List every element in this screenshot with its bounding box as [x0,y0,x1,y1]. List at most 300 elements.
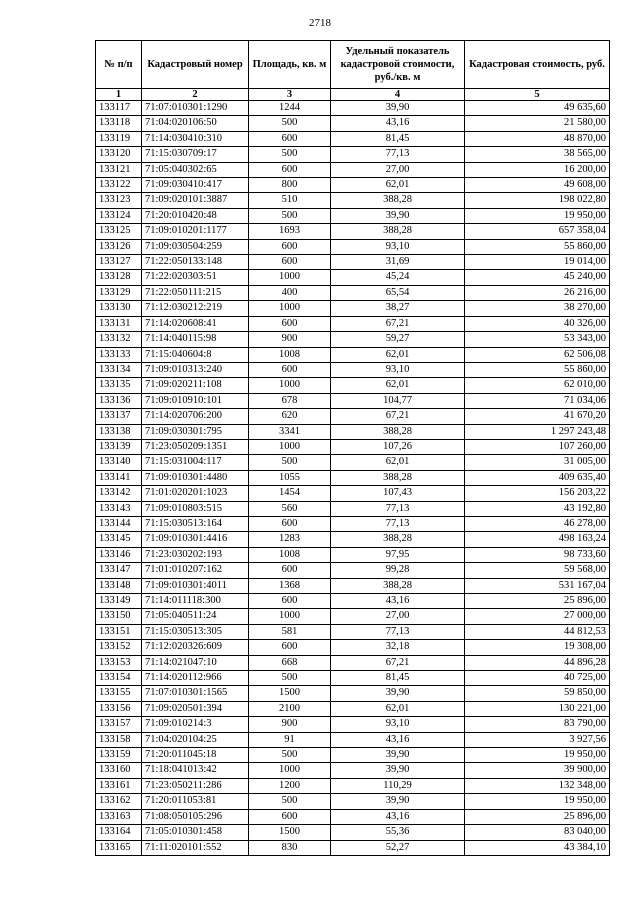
table-row [96,532,610,547]
cadastral-cost: 59 568,00 [465,563,610,578]
cadastral-number: 71:22:020303:51 [142,270,249,285]
cadastral-cost: 107 260,00 [465,439,610,454]
cadastral-cost: 130 221,00 [465,701,610,716]
table-row [96,270,610,285]
area-value: 668 [249,655,331,670]
table-row [96,316,610,331]
table-row [96,778,610,793]
row-index: 133122 [96,178,142,193]
area-value: 900 [249,332,331,347]
row-index: 133138 [96,424,142,439]
cadastral-number: 71:22:050133:148 [142,255,249,270]
cadastral-number: 71:14:011118:300 [142,594,249,609]
cadastral-cost: 71 034,06 [465,393,610,408]
cadastral-number: 71:09:010301:4011 [142,578,249,593]
cadastral-number: 71:09:030301:795 [142,424,249,439]
area-value: 1454 [249,486,331,501]
unit-value: 388,28 [331,193,465,208]
unit-value: 62,01 [331,378,465,393]
cadastral-cost: 657 358,04 [465,224,610,239]
area-value: 600 [249,594,331,609]
row-index: 133160 [96,763,142,778]
table-row [96,409,610,424]
row-index: 133164 [96,825,142,840]
row-index: 133159 [96,748,142,763]
table-row [96,393,610,408]
area-value: 600 [249,239,331,254]
row-index: 133146 [96,547,142,562]
row-index: 133149 [96,594,142,609]
unit-value: 388,28 [331,532,465,547]
area-value: 500 [249,455,331,470]
unit-value: 65,54 [331,285,465,300]
cadastral-cost: 62 506,08 [465,347,610,362]
row-index: 133143 [96,501,142,516]
unit-value: 67,21 [331,409,465,424]
row-index: 133118 [96,116,142,131]
unit-value: 45,24 [331,270,465,285]
table-row [96,825,610,840]
row-index: 133134 [96,362,142,377]
cadastral-cost: 53 343,00 [465,332,610,347]
row-index: 133141 [96,470,142,485]
area-value: 830 [249,840,331,855]
cadastral-number: 71:09:030504:259 [142,239,249,254]
cadastral-number: 71:14:030410:310 [142,131,249,146]
unit-value: 107,43 [331,486,465,501]
unit-value: 81,45 [331,131,465,146]
table-row [96,578,610,593]
table-row [96,285,610,300]
cadastral-cost: 531 167,04 [465,578,610,593]
cadastral-cost: 45 240,00 [465,270,610,285]
unit-value: 107,26 [331,439,465,454]
column-number: 2 [142,89,249,101]
table-row [96,347,610,362]
cadastral-number: 71:12:030212:219 [142,301,249,316]
unit-value: 77,13 [331,501,465,516]
cadastral-number: 71:14:020706:200 [142,409,249,424]
cadastral-cost: 39 900,00 [465,763,610,778]
unit-value: 93,10 [331,239,465,254]
area-value: 1000 [249,270,331,285]
area-value: 600 [249,640,331,655]
area-value: 620 [249,409,331,424]
row-index: 133156 [96,701,142,716]
area-value: 1008 [249,547,331,562]
table-row [96,255,610,270]
cadastral-cost: 25 896,00 [465,809,610,824]
cadastral-cost: 19 950,00 [465,794,610,809]
cadastral-cost: 46 278,00 [465,516,610,531]
area-value: 510 [249,193,331,208]
page-number: 2718 [309,17,331,29]
cadastral-cost: 49 608,00 [465,178,610,193]
cadastral-cost: 409 635,40 [465,470,610,485]
cadastral-number: 71:09:010214:3 [142,717,249,732]
unit-value: 388,28 [331,424,465,439]
table-row [96,162,610,177]
cadastral-cost: 98 733,60 [465,547,610,562]
unit-value: 55,36 [331,825,465,840]
cadastral-number: 71:20:011053:81 [142,794,249,809]
table-row [96,594,610,609]
table-row [96,455,610,470]
table-row [96,116,610,131]
unit-value: 77,13 [331,147,465,162]
cadastral-cost: 19 950,00 [465,208,610,223]
cadastral-cost: 16 200,00 [465,162,610,177]
row-index: 133137 [96,409,142,424]
cadastral-number: 71:14:020608:41 [142,316,249,331]
table-row [96,101,610,116]
cadastral-number: 71:18:041013:42 [142,763,249,778]
unit-value: 31,69 [331,255,465,270]
table-row [96,362,610,377]
row-index: 133147 [96,563,142,578]
header-cadastral-cost: Кадастровая стоимость, руб. [465,41,610,89]
cadastral-cost: 25 896,00 [465,594,610,609]
area-value: 91 [249,732,331,747]
row-index: 133131 [96,316,142,331]
row-index: 133148 [96,578,142,593]
area-value: 600 [249,255,331,270]
cadastral-cost: 38 565,00 [465,147,610,162]
table-row [96,717,610,732]
cadastral-cost: 62 010,00 [465,378,610,393]
unit-value: 62,01 [331,178,465,193]
cadastral-cost: 198 022,80 [465,193,610,208]
cadastral-number: 71:23:050211:286 [142,778,249,793]
cadastral-number: 71:08:050105:296 [142,809,249,824]
cadastral-number: 71:15:030513:305 [142,624,249,639]
cadastral-cost: 19 308,00 [465,640,610,655]
table-row [96,208,610,223]
cadastral-number: 71:09:010301:4480 [142,470,249,485]
cadastral-number: 71:23:030202:193 [142,547,249,562]
table-row [96,640,610,655]
cadastral-number: 71:15:031004:117 [142,455,249,470]
cadastral-cost: 40 326,00 [465,316,610,331]
cadastral-number: 71:15:030709:17 [142,147,249,162]
cadastral-cost: 55 860,00 [465,239,610,254]
table-row [96,239,610,254]
table-row [96,794,610,809]
cadastral-cost: 55 860,00 [465,362,610,377]
table-row [96,193,610,208]
row-index: 133145 [96,532,142,547]
cadastral-cost: 3 927,56 [465,732,610,747]
unit-value: 39,90 [331,208,465,223]
area-value: 800 [249,178,331,193]
row-index: 133121 [96,162,142,177]
table-row [96,378,610,393]
table-row [96,516,610,531]
cadastral-number: 71:07:010301:1290 [142,101,249,116]
unit-value: 62,01 [331,455,465,470]
table-row [96,501,610,516]
cadastral-cost: 83 790,00 [465,717,610,732]
row-index: 133120 [96,147,142,162]
row-index: 133157 [96,717,142,732]
table-row [96,809,610,824]
cadastral-number: 71:01:010207:162 [142,563,249,578]
cadastral-cost: 21 580,00 [465,116,610,131]
column-number: 4 [331,89,465,101]
row-index: 133139 [96,439,142,454]
area-value: 1008 [249,347,331,362]
area-value: 1368 [249,578,331,593]
cadastral-cost: 83 040,00 [465,825,610,840]
area-value: 600 [249,316,331,331]
area-value: 1000 [249,301,331,316]
cadastral-cost: 43 384,10 [465,840,610,855]
table-row [96,424,610,439]
unit-value: 43,16 [331,809,465,824]
row-index: 133161 [96,778,142,793]
cadastral-number: 71:09:010201:1177 [142,224,249,239]
column-number-row [96,89,610,101]
area-value: 1000 [249,439,331,454]
unit-value: 52,27 [331,840,465,855]
cadastral-number: 71:09:020501:394 [142,701,249,716]
cadastral-number: 71:09:030410:417 [142,178,249,193]
row-index: 133126 [96,239,142,254]
unit-value: 388,28 [331,578,465,593]
unit-value: 93,10 [331,362,465,377]
header-cadastral-number: Кадастровый номер [142,41,249,89]
table-row [96,147,610,162]
cadastral-number: 71:09:020101:3887 [142,193,249,208]
area-value: 500 [249,794,331,809]
unit-value: 43,16 [331,594,465,609]
row-index: 133142 [96,486,142,501]
area-value: 500 [249,116,331,131]
table-body [96,101,610,856]
row-index: 133132 [96,332,142,347]
cadastral-number: 71:14:040115:98 [142,332,249,347]
table-row [96,486,610,501]
table-row [96,624,610,639]
area-value: 2100 [249,701,331,716]
area-value: 600 [249,516,331,531]
cadastral-cost: 44 812,53 [465,624,610,639]
cadastral-table [95,40,610,856]
area-value: 500 [249,671,331,686]
cadastral-cost: 498 163,24 [465,532,610,547]
unit-value: 110,29 [331,778,465,793]
table-row [96,301,610,316]
unit-value: 77,13 [331,516,465,531]
area-value: 600 [249,809,331,824]
table-row [96,671,610,686]
area-value: 1500 [249,686,331,701]
unit-value: 27,00 [331,609,465,624]
unit-value: 97,95 [331,547,465,562]
cadastral-number: 71:05:010301:458 [142,825,249,840]
unit-value: 38,27 [331,301,465,316]
cadastral-number: 71:05:040302:65 [142,162,249,177]
row-index: 133119 [96,131,142,146]
area-value: 1000 [249,378,331,393]
cadastral-cost: 19 950,00 [465,748,610,763]
row-index: 133136 [96,393,142,408]
cadastral-number: 71:01:020201:1023 [142,486,249,501]
row-index: 133117 [96,101,142,116]
cadastral-number: 71:15:030513:164 [142,516,249,531]
area-value: 500 [249,748,331,763]
cadastral-number: 71:09:020211:108 [142,378,249,393]
cadastral-number: 71:09:010301:4416 [142,532,249,547]
cadastral-number: 71:07:010301:1565 [142,686,249,701]
cadastral-number: 71:23:050209:1351 [142,439,249,454]
area-value: 600 [249,131,331,146]
unit-value: 81,45 [331,671,465,686]
cadastral-cost: 44 896,28 [465,655,610,670]
table-row [96,686,610,701]
row-index: 133144 [96,516,142,531]
table-row [96,224,610,239]
unit-value: 67,21 [331,655,465,670]
column-number: 1 [96,89,142,101]
header-row [96,41,610,89]
table-row [96,470,610,485]
row-index: 133133 [96,347,142,362]
row-index: 133128 [96,270,142,285]
row-index: 133127 [96,255,142,270]
area-value: 500 [249,147,331,162]
cadastral-cost: 132 348,00 [465,778,610,793]
cadastral-number: 71:09:010313:240 [142,362,249,377]
area-value: 1283 [249,532,331,547]
cadastral-cost: 27 000,00 [465,609,610,624]
row-index: 133130 [96,301,142,316]
cadastral-cost: 38 270,00 [465,301,610,316]
table-row [96,547,610,562]
area-value: 1000 [249,763,331,778]
unit-value: 99,28 [331,563,465,578]
row-index: 133155 [96,686,142,701]
table-row [96,748,610,763]
cadastral-number: 71:04:020106:50 [142,116,249,131]
header-index: № п/п [96,41,142,89]
cadastral-cost: 26 216,00 [465,285,610,300]
row-index: 133151 [96,624,142,639]
unit-value: 77,13 [331,624,465,639]
cadastral-number: 71:15:040604:8 [142,347,249,362]
table-row [96,840,610,855]
table-row [96,609,610,624]
cadastral-number: 71:12:020326:609 [142,640,249,655]
unit-value: 27,00 [331,162,465,177]
table-row [96,655,610,670]
cadastral-cost: 31 005,00 [465,455,610,470]
row-index: 133150 [96,609,142,624]
unit-value: 62,01 [331,347,465,362]
area-value: 1055 [249,470,331,485]
cadastral-cost: 19 014,00 [465,255,610,270]
cadastral-number: 71:20:011045:18 [142,748,249,763]
row-index: 133165 [96,840,142,855]
cadastral-cost: 40 725,00 [465,671,610,686]
unit-value: 388,28 [331,470,465,485]
unit-value: 93,10 [331,717,465,732]
area-value: 1500 [249,825,331,840]
area-value: 1693 [249,224,331,239]
column-number: 3 [249,89,331,101]
unit-value: 39,90 [331,101,465,116]
unit-value: 104,77 [331,393,465,408]
area-value: 1244 [249,101,331,116]
unit-value: 43,16 [331,732,465,747]
row-index: 133129 [96,285,142,300]
cadastral-number: 71:14:020112:966 [142,671,249,686]
row-index: 133125 [96,224,142,239]
unit-value: 32,18 [331,640,465,655]
area-value: 900 [249,717,331,732]
header-unit-value: Удельный показатель кадастровой стоимости, руб./кв. м [331,41,465,89]
row-index: 133140 [96,455,142,470]
table-row [96,763,610,778]
cadastral-cost: 48 870,00 [465,131,610,146]
unit-value: 39,90 [331,686,465,701]
row-index: 133153 [96,655,142,670]
row-index: 133154 [96,671,142,686]
cadastral-cost: 49 635,60 [465,101,610,116]
row-index: 133135 [96,378,142,393]
table-row [96,332,610,347]
table-row [96,732,610,747]
unit-value: 67,21 [331,316,465,331]
unit-value: 39,90 [331,748,465,763]
cadastral-number: 71:14:021047:10 [142,655,249,670]
cadastral-number: 71:09:010910:101 [142,393,249,408]
area-value: 1000 [249,609,331,624]
row-index: 133162 [96,794,142,809]
row-index: 133152 [96,640,142,655]
cadastral-cost: 59 850,00 [465,686,610,701]
table-row [96,439,610,454]
row-index: 133124 [96,208,142,223]
column-number: 5 [465,89,610,101]
cadastral-cost: 43 192,80 [465,501,610,516]
area-value: 600 [249,563,331,578]
table-row [96,131,610,146]
unit-value: 388,28 [331,224,465,239]
unit-value: 62,01 [331,701,465,716]
table-row [96,178,610,193]
cadastral-number: 71:05:040511:24 [142,609,249,624]
row-index: 133158 [96,732,142,747]
area-value: 600 [249,162,331,177]
table-row [96,563,610,578]
cadastral-number: 71:11:020101:552 [142,840,249,855]
area-value: 678 [249,393,331,408]
area-value: 400 [249,285,331,300]
cadastral-cost: 1 297 243,48 [465,424,610,439]
unit-value: 39,90 [331,763,465,778]
unit-value: 43,16 [331,116,465,131]
cadastral-cost: 41 670,20 [465,409,610,424]
area-value: 500 [249,208,331,223]
unit-value: 59,27 [331,332,465,347]
area-value: 600 [249,362,331,377]
area-value: 560 [249,501,331,516]
area-value: 1200 [249,778,331,793]
cadastral-number: 71:04:020104:25 [142,732,249,747]
cadastral-number: 71:09:010803:515 [142,501,249,516]
area-value: 3341 [249,424,331,439]
